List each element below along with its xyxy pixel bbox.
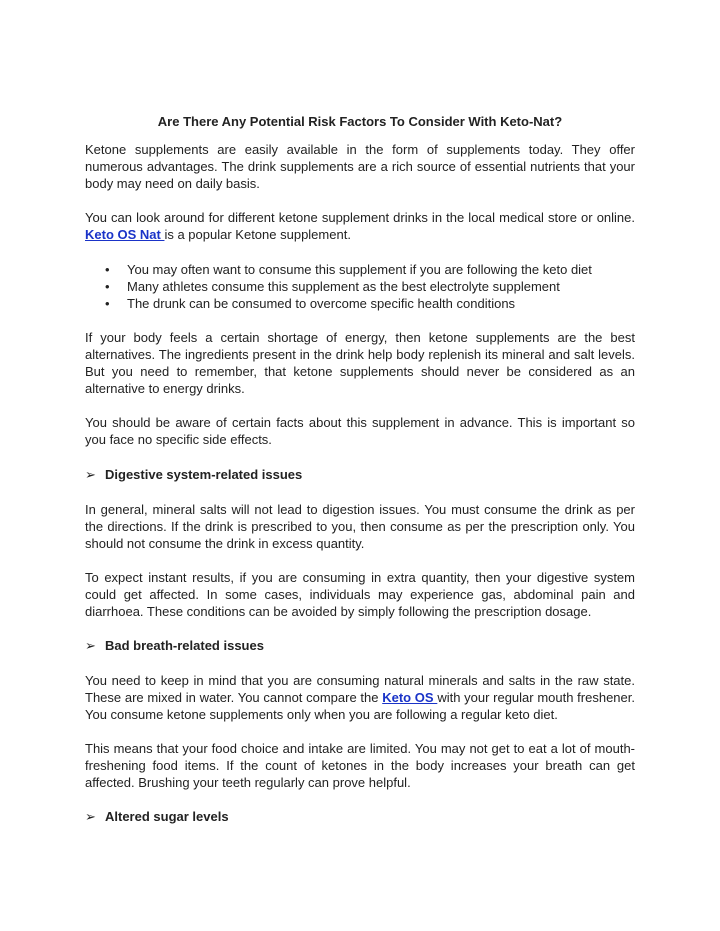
paragraph-food-choice: This means that your food choice and intake are limited. You may not get to eat a lot of mouth-freshening food items. If the count of ketones in the body increases your breath can get affected. Brushing your teeth regularly can prove helpful.: [85, 741, 635, 790]
paragraph-natural-minerals: [85, 672, 635, 723]
list-item: [85, 295, 635, 312]
section-heading-text: Digestive system-related issues: [105, 467, 303, 482]
keto-os-nat-link[interactable]: Keto OS Nat: [85, 227, 165, 242]
arrow-bullet-icon: ➢: [85, 809, 96, 824]
section-heading-text: Bad breath-related issues: [105, 638, 264, 653]
paragraph-awareness: You should be aware of certain facts about this supplement in advance. This is important so you face no specific side effects.: [85, 415, 635, 447]
section-heading-sugar: [85, 808, 635, 825]
section-heading-digestive: [85, 466, 635, 483]
paragraph-text-after-link: with your regular mouth freshener. You consume ketone supplements only when you are following a regular keto diet.: [85, 690, 635, 722]
list-item: [85, 261, 635, 278]
paragraph-keto-os-nat: [85, 209, 635, 243]
section-heading-text: Altered sugar levels: [105, 809, 229, 824]
paragraph-text-before-link: You need to keep in mind that you are consuming natural minerals and salts in the raw state. These are mixed in water. You cannot compare the: [85, 673, 635, 705]
section-heading-bad-breath: [85, 637, 635, 654]
keto-os-link[interactable]: Keto OS: [382, 690, 438, 705]
list-item-text: Many athletes consume this supplement as the best electrolyte supplement: [127, 279, 560, 294]
list-item: [85, 278, 635, 295]
bullet-icon: •: [105, 279, 110, 294]
page-title: Are There Any Potential Risk Factors To Consider With Keto-Nat?: [157, 114, 563, 129]
bullet-list: [85, 261, 635, 312]
paragraph-text-before-link: You can look around for different ketone supplement drinks in the local medical store or online.: [85, 210, 635, 225]
bullet-icon: •: [105, 262, 110, 277]
arrow-bullet-icon: ➢: [85, 467, 96, 482]
list-item-text: You may often want to consume this supplement if you are following the keto diet: [127, 262, 592, 277]
arrow-bullet-icon: ➢: [85, 638, 96, 653]
paragraph-energy: If your body feels a certain shortage of energy, then ketone supplements are the best alternatives. The ingredients present in the drink help body replenish its mineral and salt levels. But you need to remember, that ketone supplements should never be considered as an alternative to energy drinks.: [85, 330, 635, 396]
list-item-text: The drunk can be consumed to overcome specific health conditions: [127, 296, 516, 311]
paragraph-intro: Ketone supplements are easily available in the form of supplements today. They offer numerous advantages. The drink supplements are a rich source of essential nutrients that your body may need on daily basis.: [85, 142, 635, 191]
paragraph-mineral-salts: In general, mineral salts will not lead to digestion issues. You must consume the drink as per the directions. If the drink is prescribed to you, then consume as per the prescription only. You should not consume the drink in excess quantity.: [85, 502, 635, 551]
bullet-icon: •: [105, 296, 110, 311]
paragraph-text-after-link: is a popular Ketone supplement.: [164, 227, 351, 242]
paragraph-instant-results: To expect instant results, if you are consuming in extra quantity, then your digestive system could get affected. In some cases, individuals may experience gas, abdominal pain and diarrhoea. These conditions can be avoided by simply following the prescription dosage.: [85, 570, 635, 619]
